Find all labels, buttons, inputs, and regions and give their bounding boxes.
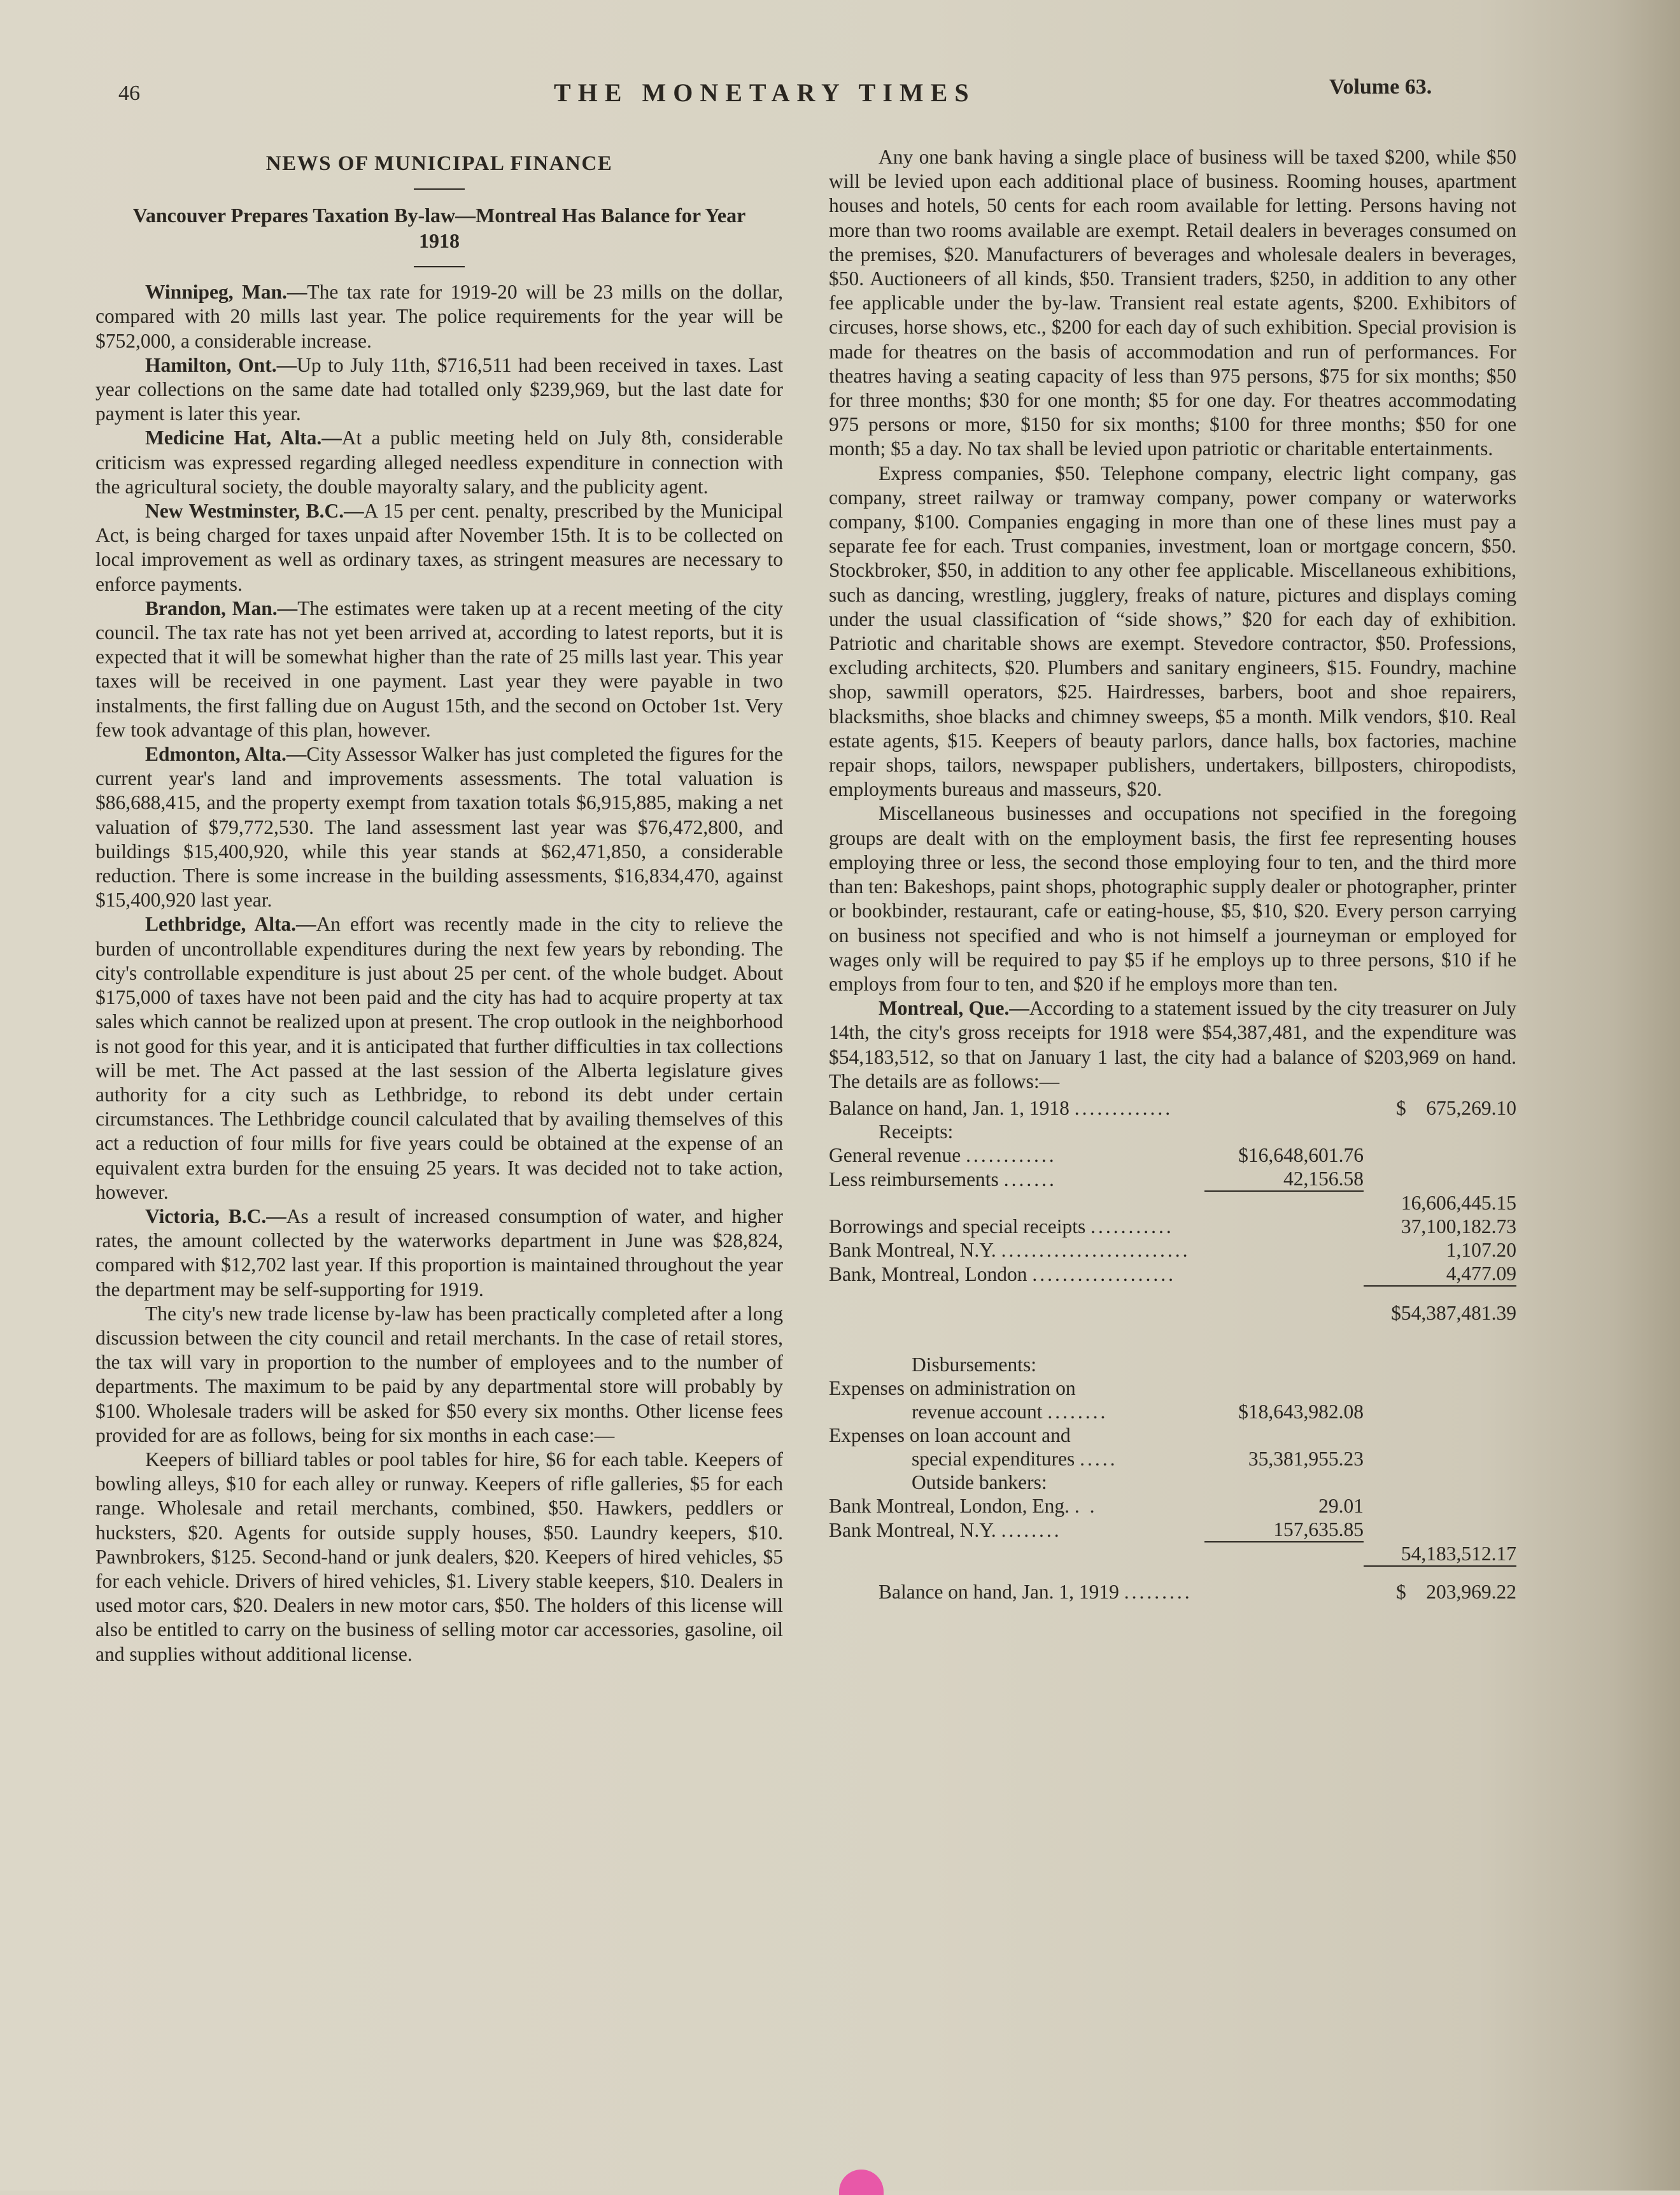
- leader-dots: .............: [1074, 1096, 1173, 1119]
- leader-dots: .....: [1080, 1447, 1118, 1470]
- amount: 16,606,445.15: [1401, 1191, 1516, 1214]
- table-row: [829, 1262, 1516, 1286]
- paragraph: Miscellaneous businesses and occupations not specified in the foregoing groups are dealt with on the employment basis, the first fee representing houses employing three or less, the second those employing four to ten, and the third more than ten: Bakeshops, paint shops, photographic supply dealer or photographer, printer or bookbinder, restaurant, cafe or eating-house, $5, $10, $20. Every person carrying on business not specified and who is not himself a journeyman or employed for wages only will be required to pay $5 if he employs up to three persons, $10 if he employs from four to ten, and $20 if he employs more than ten.: [829, 802, 1516, 995]
- dollar-sign: $: [1396, 1580, 1406, 1603]
- amount: 675,269.10: [1426, 1096, 1516, 1119]
- paragraph: Any one bank having a single place of business will be taxed $200, while $50 will be levied upon each additional place of business. Rooming houses, apartment houses and hotels, 50 cents for each room available for letting. Persons having not more than two rooms available are exempt. Retail dealers in beverages consumed on the premises, $20. Manufacturers of beverages and wholesale dealers in beverages, $50. Auctioneers of all kinds, $50. Transient traders, $250, in addition to any other fee applicable under the by-law. Transient real estate agents, $200. Exhibitors of circuses, horse shows, etc., $200 for each day of such exhibition. Special provision is made for theatres on the basis of accommodation and run of performances. For theatres having a seating capacity of less than 975 persons, $75 for six months; $50 for three months; $30 for one month; $5 for one day. For theatres accommodating 975 persons or more, $150 for six months; $100 for three months; $50 for one month; $5 a day. No tax shall be levied upon patriotic or charitable entertainments.: [829, 146, 1516, 460]
- amount: 37,100,182.73: [1401, 1215, 1516, 1238]
- right-column: [829, 145, 1516, 1604]
- place-name: Medicine Hat, Alta.—: [145, 427, 342, 449]
- table-row: [829, 1120, 1516, 1143]
- row-label: Less reimbursements: [829, 1168, 999, 1190]
- table-row: [829, 1286, 1516, 1301]
- item-text: According to a statement issued by the city treasurer on July 14th, the city's gross receipts for 1918 were $54,387,481, and the expenditure was $54,183,512, so that on January 1 last, the city had a balance of $203,969 on hand. The details are as follows:—: [829, 997, 1517, 1092]
- news-item: [95, 1204, 783, 1302]
- disbursements-total: 54,183,512.17: [1401, 1542, 1516, 1565]
- item-text: City Assessor Walker has just completed the figures for the current year's land and improvements assessments. The total valuation is $86,688,415, and the property exempt from taxation totals $6,915,885, making a net valuation of $79,772,530. The land assessment last year was $76,472,800, and buildings $15,400,920, while this year stands at $62,471,850, a considerable reduction. There is some increase in the building assessments, $16,834,470, against $15,400,920 last year.: [95, 743, 783, 912]
- table-row: [829, 1400, 1516, 1423]
- table-row: [829, 1566, 1516, 1580]
- table-row: [829, 1542, 1516, 1566]
- table-row: [829, 1518, 1516, 1542]
- news-item: [829, 996, 1516, 1094]
- row-label: General revenue: [829, 1143, 961, 1166]
- news-item: [95, 353, 783, 427]
- table-row: [829, 1191, 1516, 1215]
- place-name: Hamilton, Ont.—: [145, 353, 297, 376]
- amount: 157,635.85: [1273, 1518, 1364, 1541]
- table-row: [829, 1325, 1516, 1353]
- place-name: Edmonton, Alta.—: [145, 743, 307, 766]
- item-text: As a result of increased consumption of water, and higher rates, the amount collected by the waterworks department in June was $28,824, compared with $12,702 last year. If this proportion is maintained throughout the year the department may be self-supporting for 1919.: [95, 1204, 783, 1301]
- news-item: [95, 596, 783, 742]
- amount: $16,648,601.76: [1238, 1143, 1364, 1166]
- divider: [414, 188, 465, 190]
- leader-dots: ........: [1047, 1400, 1108, 1423]
- news-item: [95, 742, 783, 912]
- table-row: [829, 1301, 1516, 1325]
- row-label: Borrowings and special receipts: [829, 1215, 1086, 1238]
- leader-dots: ............: [966, 1143, 1057, 1166]
- leader-dots: ...........: [1091, 1215, 1174, 1238]
- news-item: [95, 912, 783, 1204]
- leader-dots: ...................: [1032, 1262, 1176, 1285]
- table-row: [829, 1494, 1516, 1518]
- paragraph: The city's new trade license by-law has been practically completed after a long discussion between the city council and retail merchants. In the case of retail stores, the tax will vary in proportion to the number of employees and to the number of departments. The maximum to be paid by any departmental store will probably by $100. Wholesale traders will be asked for $50 every six months. Other license fees provided for are as follows, being for six months in each case:—: [95, 1302, 783, 1446]
- item-text: The estimates were taken up at a recent meeting of the city council. The tax rate has not yet been arrived at, according to latest reports, but it is expected that it will be somewhat higher than the rate of 25 mills last year. This year taxes will be received in one payment. Last year they were payable in two instalments, the first falling due on August 15th, and the second on October 1st. Very few took advantage of this plan, however.: [95, 596, 783, 741]
- row-label: Bank Montreal, N.Y.: [829, 1518, 996, 1541]
- row-label: Balance on hand, Jan. 1, 1918: [829, 1096, 1069, 1119]
- news-item: [95, 499, 783, 596]
- item-text: An effort was recently made in the city to relieve the burden of uncontrollable expenditures during the next few years by rebonding. The city's controllable expenditure is just about 25 per cent. of the whole budget. About $175,000 of taxes have not been paid and the city has had to acquire property at tax sales which cannot be realized upon at present. The crop outlook in the neighborhood is not good for this year, and it is anticipated that further difficulties in tax collections will be met. The Act passed at the last session of the Alberta legislature gives authority for a city such as Lethbridge, to rebond its debt under certain circumstances. The Lethbridge council calculated that by availing themselves of this act a reduction of four mills for five years could be obtained at the expense of an equivalent extra burden for the ensuing 25 years. It was decided not to take action, however.: [95, 913, 783, 1203]
- place-name: Winnipeg, Man.—: [145, 281, 307, 304]
- item-text: At a public meeting held on July 8th, considerable criticism was expressed regarding alleged needless expenditure in connection with the agricultural society, the double mayoralty salary, and the publicity agent.: [95, 427, 783, 498]
- table-row: [829, 1143, 1516, 1167]
- table-row: [829, 1215, 1516, 1238]
- row-label: Expenses on loan account and: [829, 1423, 1071, 1446]
- table-row: [829, 1096, 1516, 1120]
- table-row: [829, 1423, 1516, 1447]
- news-item: [95, 426, 783, 499]
- item-text: A 15 per cent. penalty, prescribed by the Municipal Act, is being charged for taxes unpaid after November 15th. It is to be collected on local improvement as well as ordinary taxes, as stringent measures are necessary to enforce payments.: [95, 500, 783, 595]
- amount: 42,156.58: [1283, 1167, 1364, 1190]
- row-label: Expenses on administration on: [829, 1376, 1076, 1399]
- amount: 29.01: [1318, 1494, 1364, 1517]
- place-name: Montreal, Que.—: [879, 997, 1029, 1020]
- financial-statement: [829, 1096, 1516, 1604]
- item-text: Up to July 11th, $716,511 had been received in taxes. Last year collections on the same date had totalled only $239,969, but the last date for payment is later this year.: [95, 353, 783, 425]
- row-label: Outside bankers:: [912, 1471, 1047, 1493]
- leader-dots: .........: [1124, 1580, 1192, 1603]
- place-name: Victoria, B.C.—: [145, 1204, 286, 1227]
- receipts-total: $54,387,481.39: [1391, 1301, 1516, 1324]
- publication-title: THE MONETARY TIMES: [554, 78, 976, 107]
- leader-dots: .........................: [1001, 1238, 1190, 1261]
- table-row: [829, 1580, 1516, 1604]
- row-label: Disbursements:: [912, 1353, 1036, 1376]
- table-row: [829, 1238, 1516, 1262]
- volume-label: Volume 63.: [1329, 75, 1432, 99]
- dollar-sign: $: [1396, 1096, 1406, 1119]
- table-row: [829, 1353, 1516, 1376]
- row-label: special expenditures: [912, 1447, 1075, 1470]
- ink-stain: [839, 2170, 884, 2195]
- place-name: Brandon, Man.—: [145, 596, 298, 619]
- row-label: revenue account: [912, 1400, 1043, 1423]
- amount: 1,107.20: [1446, 1238, 1516, 1261]
- row-label: Bank Montreal, London, Eng.: [829, 1494, 1069, 1517]
- section-title: NEWS OF MUNICIPAL FINANCE: [265, 152, 613, 175]
- amount: 35,381,955.23: [1248, 1447, 1364, 1470]
- place-name: New Westminster, B.C.—: [145, 500, 364, 523]
- article-subtitle: Vancouver Prepares Taxation By-law—Montreal Has Balance for Year 1918: [132, 204, 746, 253]
- table-row: [829, 1471, 1516, 1494]
- paragraph: Express companies, $50. Telephone company, electric light company, gas company, street railway or tramway company, power company or waterworks company, $100. Companies engaging in more than one of these lines must pay a separate fee for each. Trust companies, investment, loan or mortgage concern, $50. Stockbroker, $50, in addition to any other fee applicable. Miscellaneous exhibitions, such as dancing, wrestling, jugglery, freaks of nature, pictures and displays coming under the usual classification of “side shows,” $20 for each day of exhibition. Patriotic and charitable shows are exempt. Stevedore contractor, $50. Professions, excluding architects, $20. Plumbers and sanitary engineers, $15. Foundry, machine shop, sawmill operators, $25. Hairdresses, barbers, boot and shoe repairers, blacksmiths, shoe blacks and chimney sweeps, $5 a month. Milk vendors, $10. Real estate agents, $15. Keepers of beauty parlors, dance halls, box factories, machine repair shops, tailors, newspaper publishers, undertakers, billposters, chiropodists, employments bureaus and masseurs, $20.: [829, 462, 1516, 801]
- leader-dots: .......: [1003, 1168, 1057, 1190]
- place-name: Lethbridge, Alta.—: [145, 913, 316, 936]
- item-text: The tax rate for 1919-20 will be 23 mills on the dollar, compared with 20 mills last year. The police requirements for the year will be $752,000, a considerable increase.: [95, 281, 783, 352]
- page-number: 46: [118, 81, 140, 105]
- row-label: Receipts:: [879, 1120, 954, 1143]
- amount: $18,643,982.08: [1238, 1400, 1364, 1423]
- table-row: [829, 1376, 1516, 1400]
- amount: 4,477.09: [1446, 1262, 1516, 1285]
- row-label: Balance on hand, Jan. 1, 1919: [879, 1580, 1119, 1603]
- news-item: [95, 280, 783, 353]
- divider: [414, 266, 465, 267]
- page-header: [0, 75, 1680, 113]
- leader-dots: . .: [1074, 1494, 1098, 1517]
- paragraph: Keepers of billiard tables or pool tables for hire, $6 for each table. Keepers of bowling alleys, $10 for each alley or runway. Keepers of rifle galleries, $5 for each range. Wholesale and retail merchants, combined, $50. Hawkers, peddlers or hucksters, $20. Agents for outside supply houses, $50. Laundry keepers, $10. Pawnbrokers, $125. Second-hand or junk dealers, $20. Keepers of hired vehicles, $5 for each vehicle. Drivers of hired vehicles, $1. Livery stable keepers, $10. Dealers in used motor cars, $20. Dealers in new motor cars, $50. The holders of this license will also be entitled to carry on the business of selling motor car accessories, gasoline, oil and supplies without additional license.: [95, 1448, 783, 1665]
- row-label: Bank Montreal, N.Y.: [829, 1238, 996, 1261]
- table-row: [829, 1447, 1516, 1471]
- amount: 203,969.22: [1426, 1580, 1516, 1603]
- row-label: Bank, Montreal, London: [829, 1262, 1027, 1285]
- leader-dots: ........: [1001, 1518, 1062, 1541]
- table-row: [829, 1167, 1516, 1191]
- left-column: [95, 145, 783, 1667]
